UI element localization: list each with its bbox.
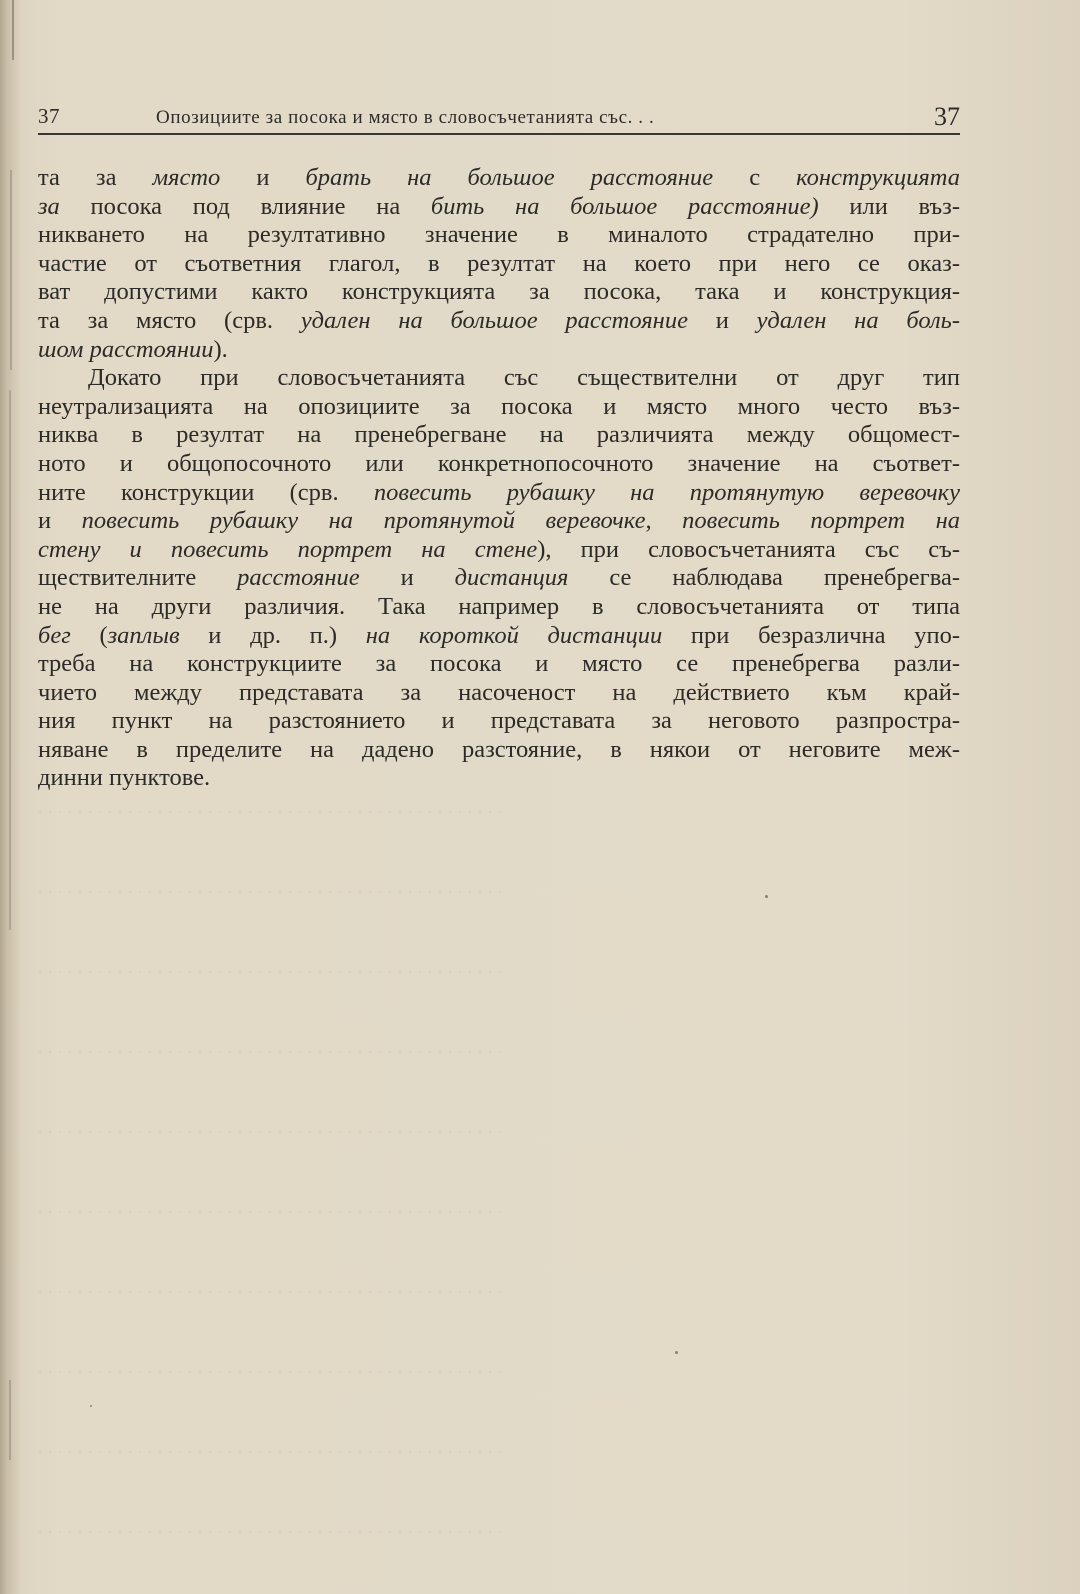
text-line: [38, 307, 960, 336]
text-run: не на други различия. Така например в словосъчетанията от типа: [38, 592, 960, 620]
italic-text: заплыв: [107, 621, 180, 649]
text-line: [38, 593, 960, 622]
italic-text: удален на большое расстояние: [300, 306, 688, 334]
text-run: посока под влияние на: [59, 192, 431, 220]
running-title: Опозициите за посока и място в словосъчетанията със. . .: [156, 107, 655, 128]
show-through-text: . . . . . . . . . . . . . . . . . . . . . . . . . . . . . . . . . . . . . . . . . . . . . . .: [38, 1040, 503, 1057]
text-line: [38, 507, 960, 536]
show-through-text: . . . . . . . . . . . . . . . . . . . . . . . . . . . . . . . . . . . . . . . . . . . . . . .: [38, 1200, 503, 1217]
text-run: ват допустими както конструкцията за посока, така и конструкция-: [38, 278, 960, 306]
italic-text: дистанция: [454, 564, 569, 592]
italic-text: расстояние: [237, 564, 360, 592]
text-line: [38, 450, 960, 479]
left-page-number: 37: [38, 104, 60, 128]
edge-mark: [9, 390, 11, 930]
italic-text: удален на боль-: [756, 306, 960, 334]
running-header: [38, 102, 960, 132]
text-run: и: [687, 306, 757, 334]
text-line: [38, 278, 960, 307]
text-run: няване в пределите на дадено разстояние, в някои от неговите меж-: [38, 735, 960, 763]
text-run: и др. п.): [179, 621, 366, 649]
text-line: [38, 164, 960, 193]
header-rule: [38, 133, 960, 135]
text-run: ните конструкции (срв.: [38, 478, 374, 506]
show-through-text: . . . . . . . . . . . . . . . . . . . . . . . . . . . . . . . . . . . . . . . . . . . . . . .: [38, 1280, 503, 1297]
text-line: [38, 364, 960, 393]
italic-text: брать на большое расстояние: [305, 164, 714, 191]
italic-text: повесить рубашку на протянутой веревочке, повесить портрет на: [81, 507, 960, 535]
show-through-text: . . . . . . . . . . . . . . . . . . . . . . . . . . . . . . . . . . . . . . . . . . . . . . .: [38, 1360, 503, 1377]
text-run: или въз-: [818, 192, 960, 220]
text-run: частие от съответния глагол, в резултат на което при него се оказ-: [38, 249, 960, 277]
text-line: [38, 336, 960, 365]
text-run: чието между представата за насоченост на действието към край-: [38, 678, 960, 706]
text-run: та за място (срв.: [38, 306, 301, 334]
italic-text: място: [152, 164, 221, 191]
text-line: [38, 764, 960, 793]
paragraph: [38, 364, 960, 793]
text-run: с: [713, 164, 797, 191]
text-run: никва в резултат на пренебрегване на различията между общомест-: [38, 421, 960, 449]
paragraph: [38, 164, 960, 364]
paper-speck: [765, 895, 768, 898]
text-run: ното и общопосочното или конкретнопосочното значение на съответ-: [38, 449, 960, 477]
italic-text: шом расстоянии: [38, 335, 214, 363]
show-through-text: . . . . . . . . . . . . . . . . . . . . . . . . . . . . . . . . . . . . . . . . . . . . . . .: [38, 1440, 503, 1457]
text-run: неутрализацията на опозициите за посока и място много често въз-: [38, 392, 960, 420]
show-through-text: . . . . . . . . . . . . . . . . . . . . . . . . . . . . . . . . . . . . . . . . . . . . . . .: [38, 1120, 503, 1137]
text-line: [38, 679, 960, 708]
text-line: [38, 536, 960, 565]
text-run: ществителните: [38, 564, 238, 592]
italic-text: на короткой дистанции: [365, 621, 663, 649]
text-run: треба на конструкциите за посока и място се пренебрегва разли-: [38, 650, 960, 678]
italic-text: за: [38, 192, 60, 220]
body-text: [38, 164, 960, 793]
text-run: ния пункт на разстоянието и представата за неговото разпростра-: [38, 707, 960, 735]
text-run: се наблюдава пренебрегва-: [568, 564, 960, 592]
text-run: при безразлична упо-: [662, 621, 960, 649]
text-line: [38, 622, 960, 651]
text-run: ), при словосъчетанията със съ-: [537, 535, 960, 563]
italic-text: бег: [38, 621, 71, 649]
text-run: никването на резултативно значение в миналото страдателно при-: [38, 221, 960, 249]
text-run: и: [38, 507, 82, 535]
text-line: [38, 421, 960, 450]
text-line: [38, 736, 960, 765]
italic-text: повесить рубашку на протянутую веревочку: [373, 478, 960, 506]
text-line: [38, 250, 960, 279]
text-run: (: [70, 621, 108, 649]
text-line: [38, 193, 960, 222]
text-line: [38, 221, 960, 250]
text-line: [38, 564, 960, 593]
text-run: ).: [213, 335, 228, 363]
text-run: и: [359, 564, 455, 592]
show-through-text: . . . . . . . . . . . . . . . . . . . . . . . . . . . . . . . . . . . . . . . . . . . . . . .: [38, 960, 503, 977]
paper-speck: [675, 1351, 678, 1354]
edge-mark: [10, 170, 12, 370]
show-through-text: . . . . . . . . . . . . . . . . . . . . . . . . . . . . . . . . . . . . . . . . . . . . . . .: [38, 800, 503, 817]
italic-text: конструкцията: [796, 164, 960, 191]
right-page-number: 37: [934, 102, 960, 131]
show-through-text: . . . . . . . . . . . . . . . . . . . . . . . . . . . . . . . . . . . . . . . . . . . . . . .: [38, 1520, 503, 1537]
text-run: динни пунктове.: [38, 764, 211, 792]
italic-text: стену и повесить портрет на стене: [38, 535, 538, 563]
text-line: [38, 393, 960, 422]
text-run: та за: [38, 164, 153, 191]
text-line: [38, 650, 960, 679]
edge-mark: [12, 0, 14, 60]
text-line: [38, 479, 960, 508]
text-run: Докато при словосъчетанията със съществителни от друг тип: [88, 364, 960, 392]
show-through-text: . . . . . . . . . . . . . . . . . . . . . . . . . . . . . . . . . . . . . . . . . . . . . . .: [38, 880, 503, 897]
paper-speck: [90, 1405, 92, 1407]
text-run: и: [220, 164, 306, 191]
edge-mark: [9, 1380, 11, 1460]
text-line: [38, 707, 960, 736]
italic-text: бить на большое расстояние): [430, 192, 819, 220]
